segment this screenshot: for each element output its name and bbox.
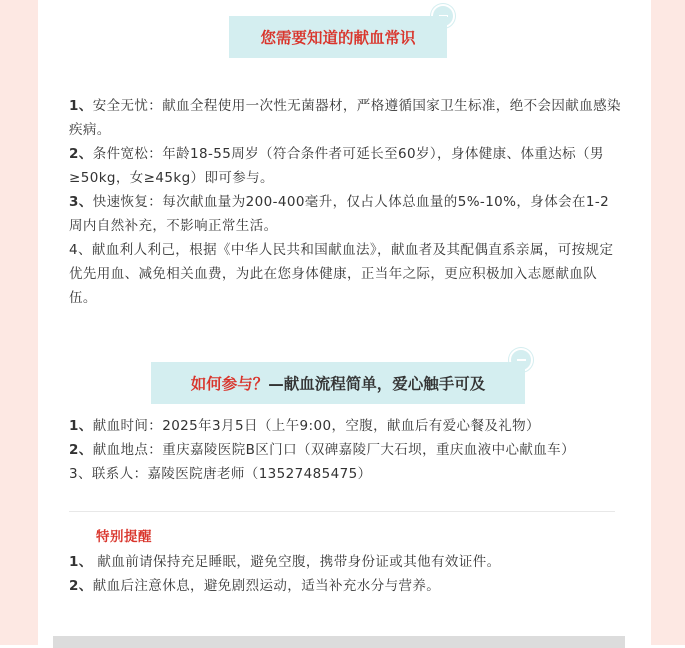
bottom-bar (53, 636, 625, 648)
section1-title: 您需要知道的献血常识 (260, 29, 416, 47)
divider (69, 511, 615, 512)
section2-heading (151, 362, 525, 404)
right-margin-panel (651, 0, 685, 645)
list-item: 1、献血时间：2025年3月5日（上午9:00，空腹，献血后有爱心餐及礼物） (69, 418, 540, 434)
left-margin-panel (0, 0, 38, 645)
list-item: 2、条件宽松：年龄18-55周岁（符合条件者可延长至60岁），身体健康、体重达标（男≥50kg，女≥45kg）即可参与。 (69, 146, 604, 186)
list-item: 3、快速恢复：每次献血量为200-400毫升，仅占人体总血量的5%-10%，身体会在1-2周内自然补充，不影响正常生活。 (69, 194, 610, 234)
list-item: 2、献血后注意休息，避免剧烈运动，适当补充水分与营养。 (69, 578, 441, 594)
section1-heading (229, 16, 447, 58)
reminder-title: 特别提醒 (96, 529, 152, 545)
section1-body (69, 94, 621, 310)
section2-body (69, 414, 621, 486)
list-item: 4、献血利人利己，根据《中华人民共和国献血法》，献血者及其配偶直系亲属，可按规定优先用血、减免相关血费，为此在您身体健康，正当年之际，更应积极加入志愿献血队伍。 (69, 242, 614, 306)
list-item: 1、安全无忧：献血全程使用一次性无菌器材，严格遵循国家卫生标准，绝不会因献血感染疾病。 (69, 98, 621, 138)
section2-title-rest: —献血流程简单，爱心触手可及 (268, 375, 486, 393)
reminder-body (69, 550, 621, 598)
list-item: 3、联系人：嘉陵医院唐老师（13527485475） (69, 466, 372, 482)
list-item: 1、 献血前请保持充足睡眠，避免空腹，携带身份证或其他有效证件。 (69, 554, 501, 570)
list-item: 2、献血地点：重庆嘉陵医院B区门口（双碑嘉陵厂大石坝，重庆血液中心献血车） (69, 442, 575, 458)
article-content (38, 0, 651, 645)
section2-title-highlight: 如何参与？ (190, 375, 269, 393)
